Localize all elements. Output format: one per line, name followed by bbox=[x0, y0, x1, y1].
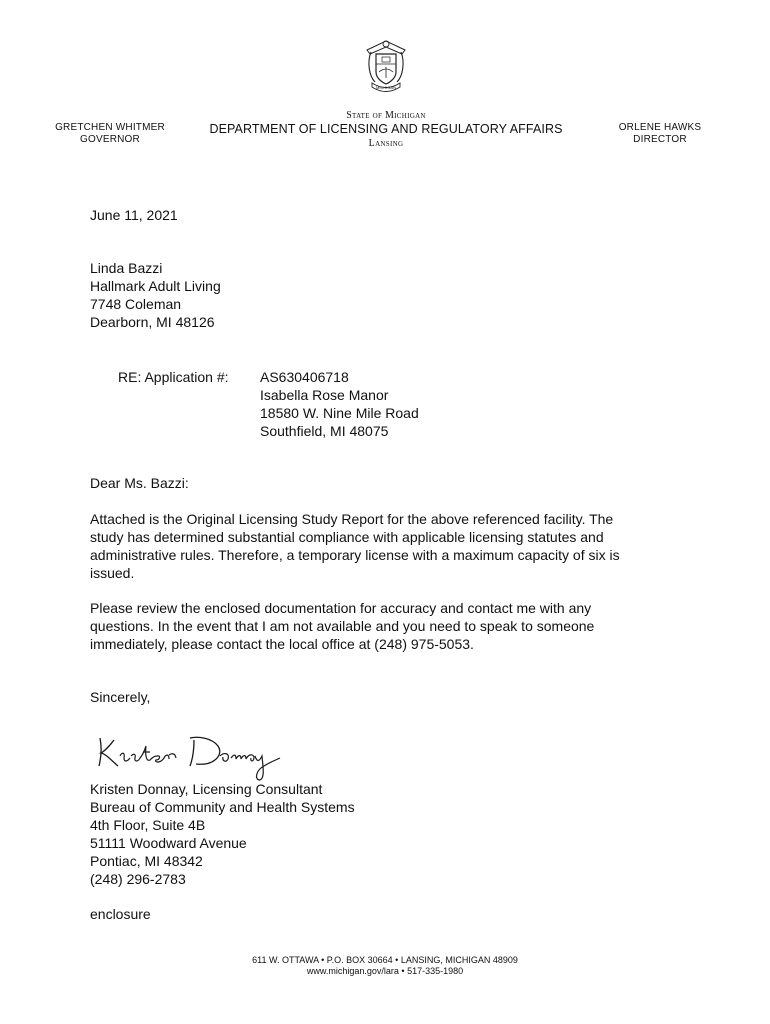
state-name: State of Michigan bbox=[346, 110, 426, 121]
signature-lettering: Kristen Donnay bbox=[94, 722, 101, 723]
seal-lettering: MICHIGAN bbox=[376, 85, 396, 90]
letter-date: June 11, 2021 bbox=[90, 207, 178, 223]
footer bbox=[0, 955, 770, 977]
director-name: ORLENE HAWKS bbox=[618, 122, 702, 133]
facility-city: Southfield, MI 48075 bbox=[260, 423, 389, 439]
recipient-city: Dearborn, MI 48126 bbox=[90, 314, 215, 330]
paragraph-line: Please review the enclosed documentation for accuracy and contact me with any bbox=[90, 600, 592, 616]
paragraph-line: immediately, please contact the local office at (248) 975-5053. bbox=[90, 636, 474, 652]
city-name: Lansing bbox=[368, 138, 404, 149]
recipient-organization: Hallmark Adult Living bbox=[90, 278, 221, 294]
recipient-street: 7748 Coleman bbox=[90, 296, 182, 312]
paragraph-license-study bbox=[90, 510, 675, 582]
closing: Sincerely, bbox=[90, 689, 151, 705]
signer-suite: 4th Floor, Suite 4B bbox=[90, 817, 206, 833]
governor-title: GOVERNOR bbox=[80, 134, 140, 145]
salutation: Dear Ms. Bazzi: bbox=[90, 475, 189, 491]
enclosure-note: enclosure bbox=[90, 906, 151, 922]
paragraph-line: questions. In the event that I am not available and you need to speak to someone bbox=[90, 618, 595, 634]
department-header bbox=[190, 109, 582, 150]
paragraph-line: Attached is the Original Licensing Study Report for the above referenced facility. The bbox=[90, 511, 614, 527]
director-title: DIRECTOR bbox=[633, 134, 687, 145]
signer-phone: (248) 296-2783 bbox=[90, 871, 186, 887]
governor-block bbox=[50, 122, 170, 146]
signer-city: Pontiac, MI 48342 bbox=[90, 853, 203, 869]
governor-name: GRETCHEN WHITMER bbox=[55, 122, 165, 133]
signer-name-title: Kristen Donnay, Licensing Consultant bbox=[90, 781, 323, 797]
facility-name: Isabella Rose Manor bbox=[260, 387, 389, 403]
director-block bbox=[610, 122, 710, 146]
paragraph-contact bbox=[90, 599, 680, 653]
michigan-seal-icon bbox=[361, 36, 411, 96]
footer-address: 611 W. OTTAWA • P.O. BOX 30664 • LANSING, MICHIGAN 48909 bbox=[252, 955, 518, 965]
signer-street: 51111 Woodward Avenue bbox=[90, 835, 247, 851]
department-name: DEPARTMENT OF LICENSING AND REGULATORY AFFAIRS bbox=[209, 122, 563, 136]
paragraph-line: issued. bbox=[90, 565, 135, 581]
footer-web-phone: www.michigan.gov/lara • 517-335-1980 bbox=[306, 966, 464, 976]
handwritten-signature bbox=[94, 722, 304, 782]
paragraph-line: administrative rules. Therefore, a temporary license with a maximum capacity of six is bbox=[90, 547, 620, 563]
facility-street: 18580 W. Nine Mile Road bbox=[260, 405, 419, 421]
recipient-name: Linda Bazzi bbox=[90, 260, 163, 276]
recipient-address bbox=[90, 259, 221, 331]
signer-bureau: Bureau of Community and Health Systems bbox=[90, 799, 355, 815]
re-label: RE: Application #: bbox=[118, 369, 229, 385]
application-number: AS630406718 bbox=[260, 369, 349, 385]
signer-block bbox=[90, 780, 355, 888]
re-details bbox=[260, 368, 419, 440]
paragraph-line: study has determined substantial compliance with applicable licensing statutes and bbox=[90, 529, 604, 545]
